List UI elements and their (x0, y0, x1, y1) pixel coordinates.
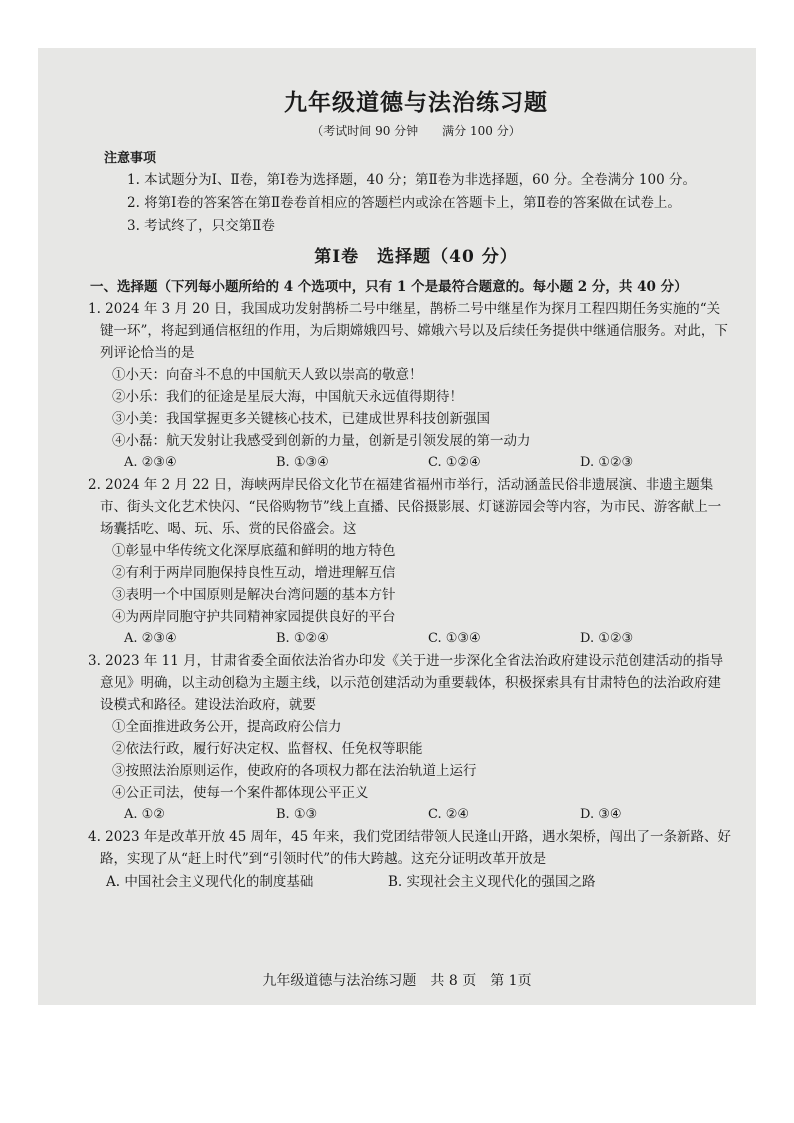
answer-choices (124, 628, 732, 650)
choice-a: A. 中国社会主义现代化的制度基础 (106, 874, 314, 890)
choice-c: C. ①③④ (428, 631, 481, 646)
notice-heading: 注意事项 (104, 151, 157, 166)
page-footer: 九年级道德与法治练习题 共 8 页 第 1页 (262, 973, 532, 989)
question-stem: 4. 2023 年是改革开放 45 周年，45 年来，我们党团结带领人民逢山开路，遇水架桥，闯出了一条新路、好路，实现了从“赶上时代”到“引领时代”的伟大跨越。这充分证明改革开放是 (88, 829, 732, 867)
question-option: ②依法行政，履行好决定权、监督权、任免权等职能 (112, 741, 423, 757)
answer-choices (106, 870, 732, 894)
question-option: ③按照法治原则运作，使政府的各项权力都在法治轨道上运行 (112, 763, 477, 779)
question-option: ②有利于两岸同胞保持良性互动，增进理解互信 (112, 565, 396, 581)
question-stem: 2. 2024 年 2 月 22 日，海峡两岸民俗文化节在福建省福州市举行，活动涵盖民俗非遗展演、非遗主题集市、街头文化艺术快闪、“民俗购物节”线上直播、民俗摄影展、灯谜游园会等内容，为市民、游客献上一场囊括吃、喝、玩、乐、赏的民俗盛会。这 (88, 477, 722, 537)
question-option: ④公正司法，使每一个案件都体现公平正义 (112, 785, 369, 801)
question-4 (88, 826, 732, 894)
question-option: ④为两岸同胞守护共同精神家园提供良好的平台 (112, 609, 396, 625)
answer-choices (124, 804, 732, 826)
notice-item: 3. 考试终了，只交第Ⅱ卷 (127, 218, 275, 234)
question-2 (88, 474, 732, 650)
choice-b: B. 实现社会主义现代化的强国之路 (388, 874, 596, 890)
question-option: ④小磊：航天发射让我感受到创新的力量，创新是引领发展的第一动力 (112, 433, 531, 449)
exam-title: 九年级道德与法治练习题 (284, 89, 548, 116)
question-option: ①小天：向奋斗不息的中国航天人致以崇高的敬意！ (112, 367, 423, 383)
choice-a: A. ②③④ (124, 631, 177, 646)
question-stem: 3. 2023 年 11 月，甘肃省委全面依法治省办印发《关于进一步深化全省法治政府建设示范创建活动的指导意见》明确，以主动创稳为主题主线，以示范创建活动为重要载体，积极探索具有甘肃特色的法治政府建设模式和路径。建设法治政府，就要 (88, 653, 724, 713)
question-option: ②小乐：我们的征途是星辰大海，中国航天永远值得期待！ (112, 389, 463, 405)
question-option: ③小美：我国掌握更多关键核心技术，已建成世界科技创新强国 (112, 411, 490, 427)
choice-c: C. ②④ (428, 807, 470, 822)
question-1 (88, 298, 732, 474)
choice-d: D. ①②③ (580, 455, 634, 470)
question-stem: 1. 2024 年 3 月 20 日，我国成功发射鹊桥二号中继星，鹊桥二号中继星作为探月工程四期任务实施的“关键一环”，将起到通信枢纽的作用，为后期嫦娥四号、嫦娥六号以及后续任务提供中继通信服务。对此，下列评论恰当的是 (88, 301, 728, 361)
exam-sheet (38, 48, 756, 1005)
question-option: ①彰显中华传统文化深厚底蕴和鲜明的地方特色 (112, 543, 396, 559)
choice-b: B. ①③ (276, 807, 318, 822)
answer-choices (124, 452, 732, 474)
choice-b: B. ①③④ (276, 455, 329, 470)
choice-b: B. ①②④ (276, 631, 329, 646)
choice-a: A. ②③④ (124, 455, 177, 470)
question-option: ①全面推进政务公开，提高政府公信力 (112, 719, 342, 735)
notice-item: 2. 将第Ⅰ卷的答案答在第Ⅱ卷卷首相应的答题栏内或涂在答题卡上，第Ⅱ卷的答案做在试卷上。 (127, 195, 681, 211)
choice-d: D. ③④ (580, 807, 622, 822)
choice-c: C. ①②④ (428, 455, 481, 470)
choice-d: D. ①②③ (580, 631, 634, 646)
question-3 (88, 650, 732, 826)
notice-block (100, 149, 732, 238)
choice-a: A. ①② (124, 807, 165, 822)
exam-subtitle: （考试时间 90 分钟 满分 100 分） (311, 124, 521, 138)
notice-item: 1. 本试题分为Ⅰ、Ⅱ卷，第Ⅰ卷为选择题，40 分；第Ⅱ卷为非选择题，60 分。全卷满分 100 分。 (127, 172, 696, 188)
section-title: 第Ⅰ卷 选择题（40 分） (314, 247, 518, 267)
question-option: ③表明一个中国原则是解决台湾问题的基本方针 (112, 587, 396, 603)
section-instructions: 一、选择题（下列每小题所给的 4 个选项中，只有 1 个是最符合题意的。每小题 2 分，共 40 分） (90, 279, 688, 295)
